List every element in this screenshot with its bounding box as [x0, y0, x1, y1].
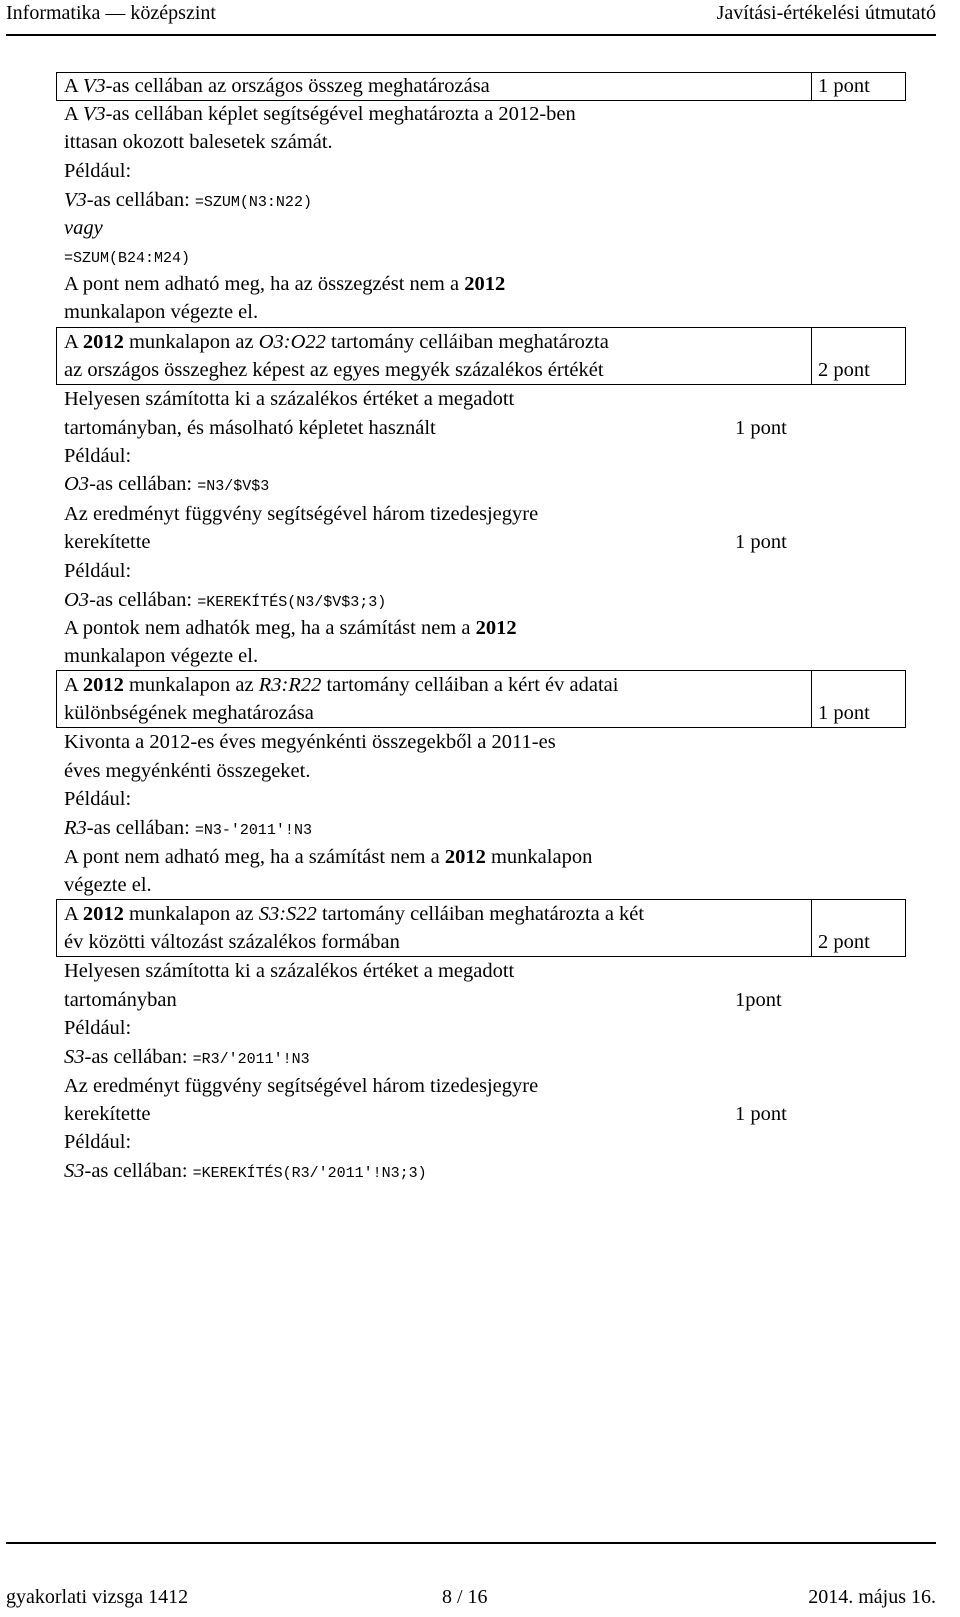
- footer-page-number: 8 / 16: [442, 1586, 488, 1608]
- text-line: A V3-as cellában képlet segítségével meghatározta a 2012-ben: [64, 103, 576, 125]
- criterion-title-v3: A V3-as cellában az országos összeg meghatározása: [64, 75, 490, 97]
- criterion-title-s3-cont: év közötti változást százalékos formában: [64, 931, 400, 953]
- box-divider: [811, 328, 812, 384]
- example-label: Például:: [64, 1017, 132, 1039]
- header-subject: Informatika — középszint: [6, 2, 216, 24]
- footer-date: 2014. május 16.: [808, 1586, 936, 1608]
- text-line: tartományban, és másolható képletet használt: [64, 417, 436, 439]
- formula-line: O3-as cellában: =KEREKÍTÉS(N3/$V$3;3): [64, 589, 387, 611]
- sub-points: 1 pont: [735, 1103, 787, 1125]
- criterion-points-r3: 1 pont: [818, 702, 870, 724]
- text-line: tartományban: [64, 989, 177, 1011]
- page-header: [0, 0, 960, 26]
- text-line: A pontok nem adhatók meg, ha a számítást nem a 2012: [64, 617, 517, 639]
- text-line: A pont nem adható meg, ha az összegzést nem a 2012: [64, 273, 506, 295]
- sub-points: 1 pont: [735, 531, 787, 553]
- example-label: Például:: [64, 1131, 132, 1153]
- box-divider: [811, 900, 812, 956]
- example-label: Például:: [64, 160, 132, 182]
- text-line: Az eredményt függvény segítségével három tizedesjegyre: [64, 1075, 539, 1097]
- text-line: ittasan okozott balesetek számát.: [64, 131, 333, 153]
- footer-rule: [6, 1542, 936, 1544]
- text-line: kerekítette: [64, 1103, 151, 1125]
- text-line: munkalapon végezte el.: [64, 645, 259, 667]
- criterion-points-o3: 2 pont: [818, 359, 870, 381]
- text-line: vagy: [64, 217, 103, 239]
- criterion-points-v3: 1 pont: [818, 75, 870, 97]
- header-rule: [6, 34, 936, 36]
- example-label: Például:: [64, 788, 132, 810]
- text-line: A pont nem adható meg, ha a számítást nem a 2012 munkalapon: [64, 846, 593, 868]
- text-line: Helyesen számította ki a százalékos értéket a megadott: [64, 960, 515, 982]
- text-line: Az eredményt függvény segítségével három tizedesjegyre: [64, 503, 539, 525]
- criterion-title-r3-cont: különbségének meghatározása: [64, 702, 314, 724]
- box-divider: [811, 671, 812, 727]
- formula-line: O3-as cellában: =N3/$V$3: [64, 473, 270, 495]
- box-divider: [811, 73, 812, 100]
- text-line: végezte el.: [64, 874, 152, 896]
- formula-line: R3-as cellában: =N3-'2011'!N3: [64, 817, 312, 839]
- formula-line: V3-as cellában: =SZUM(N3:N22): [64, 189, 312, 211]
- criterion-title-o3: A 2012 munkalapon az O3:O22 tartomány celláiban meghatározta: [64, 331, 609, 353]
- text-line: Helyesen számította ki a százalékos értéket a megadott: [64, 388, 515, 410]
- criterion-title-s3: A 2012 munkalapon az S3:S22 tartomány celláiban meghatározta a két: [64, 903, 645, 925]
- footer-exam-code: gyakorlati vizsga 1412: [6, 1586, 189, 1608]
- criterion-points-s3: 2 pont: [818, 931, 870, 953]
- text-line: kerekítette: [64, 531, 151, 553]
- header-guide-title: Javítási-értékelési útmutató: [716, 2, 936, 24]
- text-line: Kivonta a 2012-es éves megyénkénti összegekből a 2011-es: [64, 731, 556, 753]
- text-line: éves megyénkénti összegeket.: [64, 760, 311, 782]
- criterion-title-r3: A 2012 munkalapon az R3:R22 tartomány celláiban a kért év adatai: [64, 674, 619, 696]
- criterion-title-o3-cont: az országos összeghez képest az egyes megyék százalékos értékét: [64, 359, 604, 381]
- sub-points: 1pont: [735, 989, 782, 1011]
- text-line: munkalapon végezte el.: [64, 301, 259, 323]
- example-label: Például:: [64, 445, 132, 467]
- sub-points: 1 pont: [735, 417, 787, 439]
- formula-line: =SZUM(B24:M24): [64, 250, 191, 267]
- formula-line: S3-as cellában: =KEREKÍTÉS(R3/'2011'!N3;3): [64, 1160, 427, 1182]
- example-label: Például:: [64, 560, 132, 582]
- formula-line: S3-as cellában: =R3/'2011'!N3: [64, 1046, 310, 1068]
